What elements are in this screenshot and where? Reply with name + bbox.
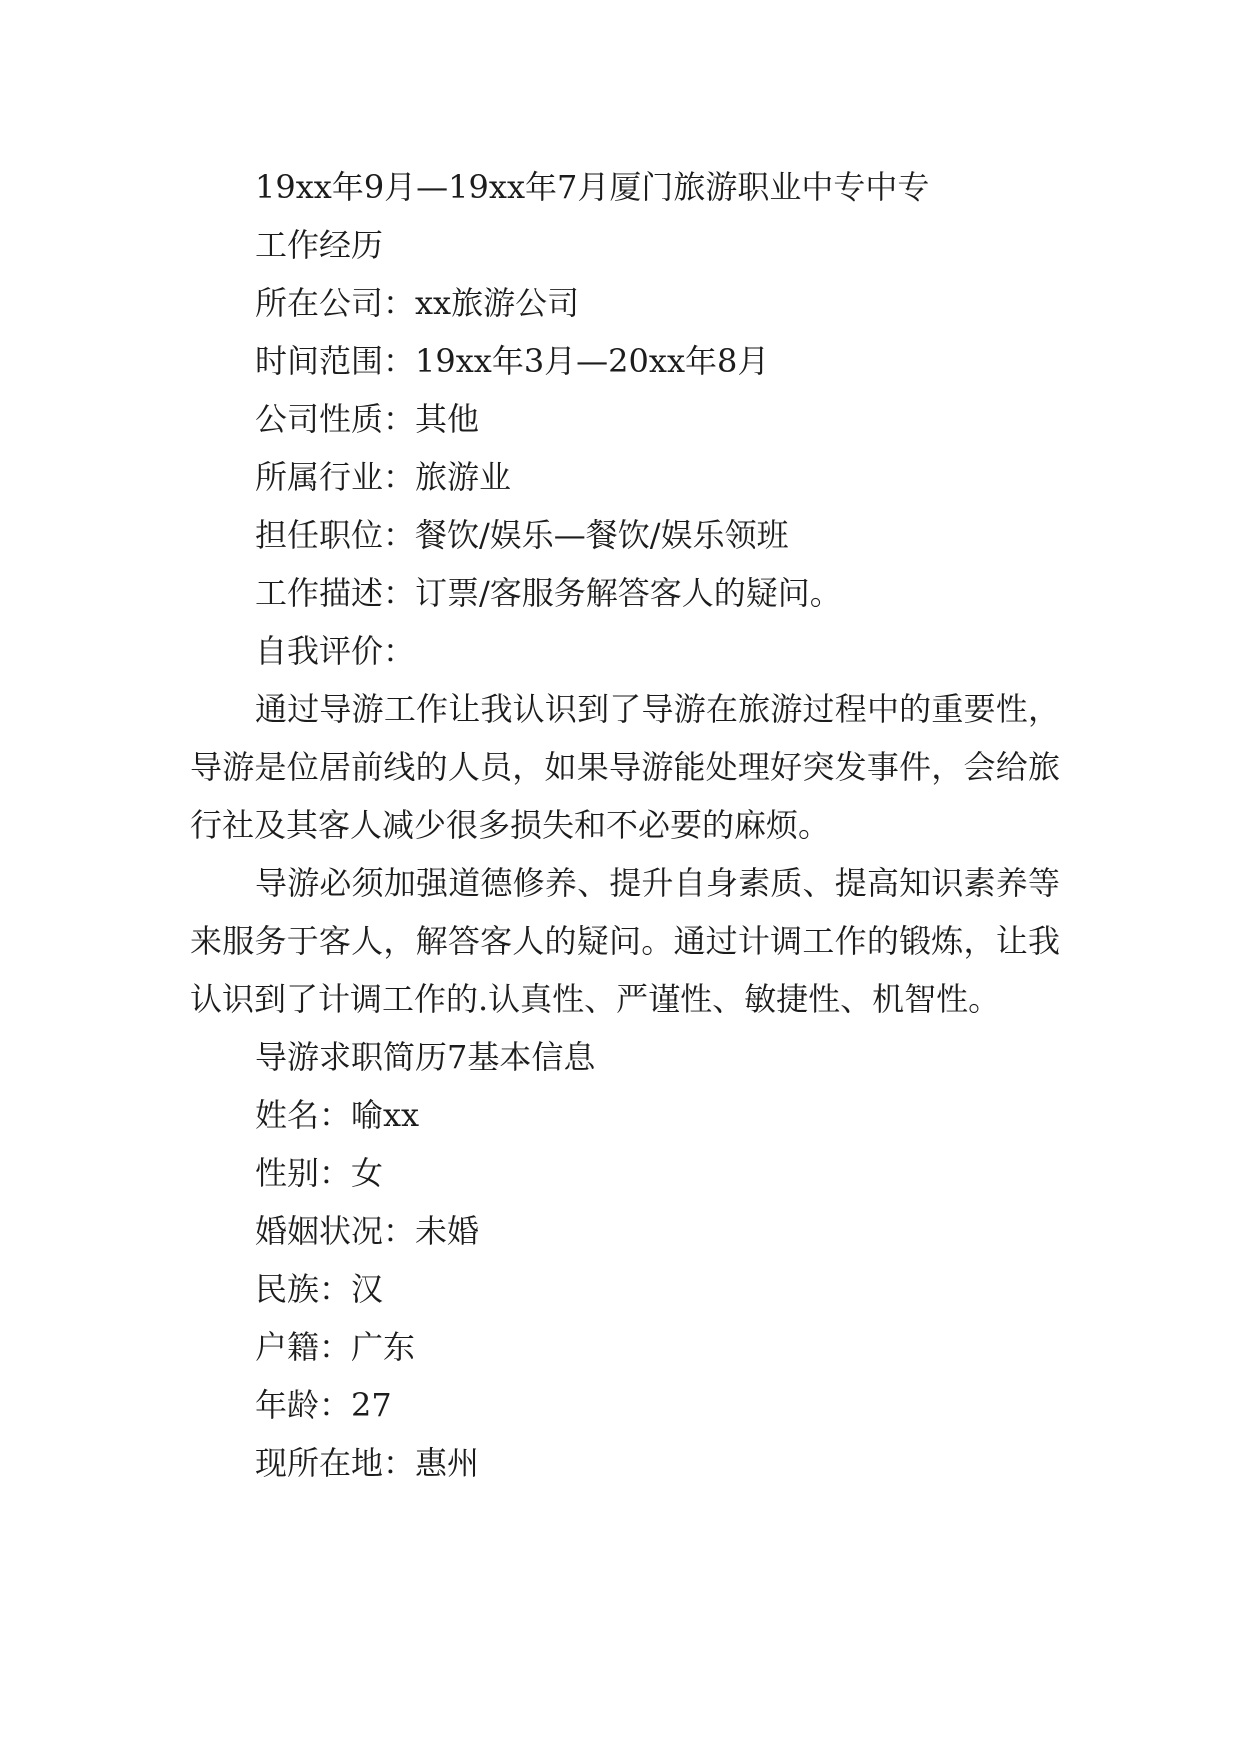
self-evaluation-paragraph: 导游必须加强道德修养、提升自身素质、提高知识素养等来服务于客人，解答客人的疑问。通过计调工作的锻炼，让我认识到了计调工作的.认真性、严谨性、敏捷性、机智性。 — [190, 864, 1060, 1018]
work-industry: 所属行业：旅游业 — [255, 458, 512, 496]
basic-info-ethnicity: 民族：汉 — [255, 1270, 384, 1308]
work-position: 担任职位：餐饮/娱乐—餐饮/娱乐领班 — [255, 516, 789, 554]
resume7-heading: 导游求职简历7基本信息 — [255, 1038, 596, 1076]
work-experience-heading: 工作经历 — [255, 226, 384, 264]
work-period: 时间范围：19xx年3月—20xx年8月 — [255, 342, 770, 380]
work-description: 工作描述：订票/客服务解答客人的疑问。 — [255, 574, 842, 612]
basic-info-hukou: 户籍：广东 — [255, 1328, 416, 1366]
document-body — [190, 158, 1060, 1492]
self-evaluation-heading: 自我评价： — [255, 632, 416, 670]
basic-info-marital-status: 婚姻状况：未婚 — [255, 1212, 480, 1250]
basic-info-gender: 性别：女 — [255, 1154, 384, 1192]
basic-info-name: 姓名：喻xx — [255, 1096, 420, 1134]
education-line: 19xx年9月—19xx年7月厦门旅游职业中专中专 — [255, 168, 930, 206]
work-company-type: 公司性质：其他 — [255, 400, 480, 438]
self-evaluation-paragraph: 通过导游工作让我认识到了导游在旅游过程中的重要性，导游是位居前线的人员，如果导游能处理好突发事件，会给旅行社及其客人减少很多损失和不必要的麻烦。 — [190, 690, 1060, 844]
work-company: 所在公司：xx旅游公司 — [255, 284, 580, 322]
basic-info-current-location: 现所在地：惠州 — [255, 1444, 480, 1482]
basic-info-age: 年龄：27 — [255, 1386, 392, 1424]
